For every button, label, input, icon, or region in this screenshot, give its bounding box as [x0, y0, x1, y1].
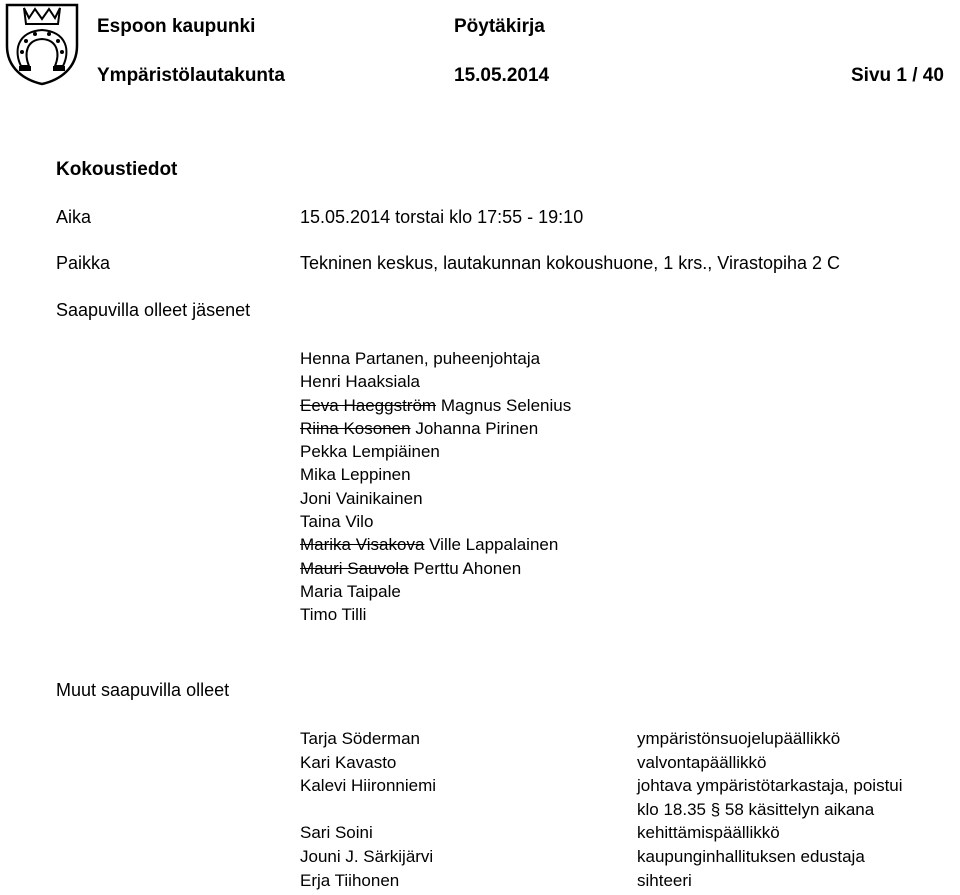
member-row	[300, 463, 571, 486]
espoo-coat-of-arms-icon	[4, 2, 80, 86]
member-name: Perttu Ahonen	[413, 558, 522, 578]
member-row	[300, 487, 571, 510]
member-name: Henna Partanen, puheenjohtaja	[300, 349, 541, 368]
members-list	[300, 347, 571, 627]
member-name: Henri Haaksiala	[300, 372, 420, 392]
place-value: Tekninen keskus, lautakunnan kokoushuone, 1 krs., Virastopiha 2 C	[300, 253, 840, 273]
other-role: valvontapäällikkö	[637, 752, 767, 772]
member-row	[300, 580, 571, 603]
header-date: 15.05.2014	[454, 65, 550, 86]
struck-name: Eeva Haeggström	[300, 395, 437, 415]
others-names	[300, 727, 436, 892]
time-label: Aika	[56, 207, 92, 227]
other-role: klo 18.35 § 58 käsittelyn aikana	[637, 799, 875, 819]
document-type: Pöytäkirja	[454, 16, 545, 37]
committee-name: Ympäristölautakunta	[97, 65, 285, 86]
member-row	[300, 370, 571, 393]
other-name: Tarja Söderman	[300, 729, 421, 748]
organization-name: Espoon kaupunki	[97, 16, 256, 37]
other-role: sihteeri	[637, 870, 692, 890]
other-role: ympäristönsuojelupäällikkö	[637, 729, 841, 748]
member-name: Pekka Lempiäinen	[300, 442, 440, 462]
other-name: Sari Soini	[300, 823, 373, 843]
other-role: kaupunginhallituksen edustaja	[637, 846, 865, 866]
members-label: Saapuvilla olleet jäsenet	[56, 300, 251, 320]
others-roles	[637, 727, 903, 892]
other-role: kehittämispäällikkö	[637, 823, 780, 843]
member-row	[300, 440, 571, 463]
member-row	[300, 510, 571, 533]
member-name: Magnus Selenius	[440, 395, 572, 415]
member-row	[300, 417, 571, 440]
other-name: Jouni J. Särkijärvi	[300, 846, 434, 866]
page-number: Sivu 1 / 40	[851, 65, 944, 86]
struck-name: Marika Visakova	[300, 535, 425, 555]
other-name: Kalevi Hiironniemi	[300, 776, 437, 796]
other-name: Erja Tiihonen	[300, 870, 400, 890]
member-name: Timo Tilli	[300, 605, 367, 625]
member-row	[300, 394, 571, 417]
other-name	[300, 798, 436, 822]
struck-name: Riina Kosonen	[300, 418, 411, 438]
member-row	[300, 603, 571, 626]
member-name: Johanna Pirinen	[415, 418, 539, 438]
member-name: Taina Vilo	[300, 512, 374, 532]
place-label: Paikka	[56, 253, 111, 273]
member-row	[300, 347, 571, 370]
member-name: Maria Taipale	[300, 581, 401, 601]
time-value: 15.05.2014 torstai klo 17:55 - 19:10	[300, 207, 584, 227]
member-name: Joni Vainikainen	[300, 488, 423, 508]
member-row	[300, 533, 571, 556]
struck-name: Mauri Sauvola	[300, 558, 409, 578]
member-row	[300, 557, 571, 580]
other-name: Kari Kavasto	[300, 752, 397, 772]
section-title: Kokoustiedot	[56, 159, 178, 180]
member-name: Ville Lappalainen	[429, 535, 559, 555]
others-label: Muut saapuvilla olleet	[56, 680, 230, 700]
other-role: johtava ympäristötarkastaja, poistui	[637, 776, 903, 796]
member-name: Mika Leppinen	[300, 465, 411, 485]
